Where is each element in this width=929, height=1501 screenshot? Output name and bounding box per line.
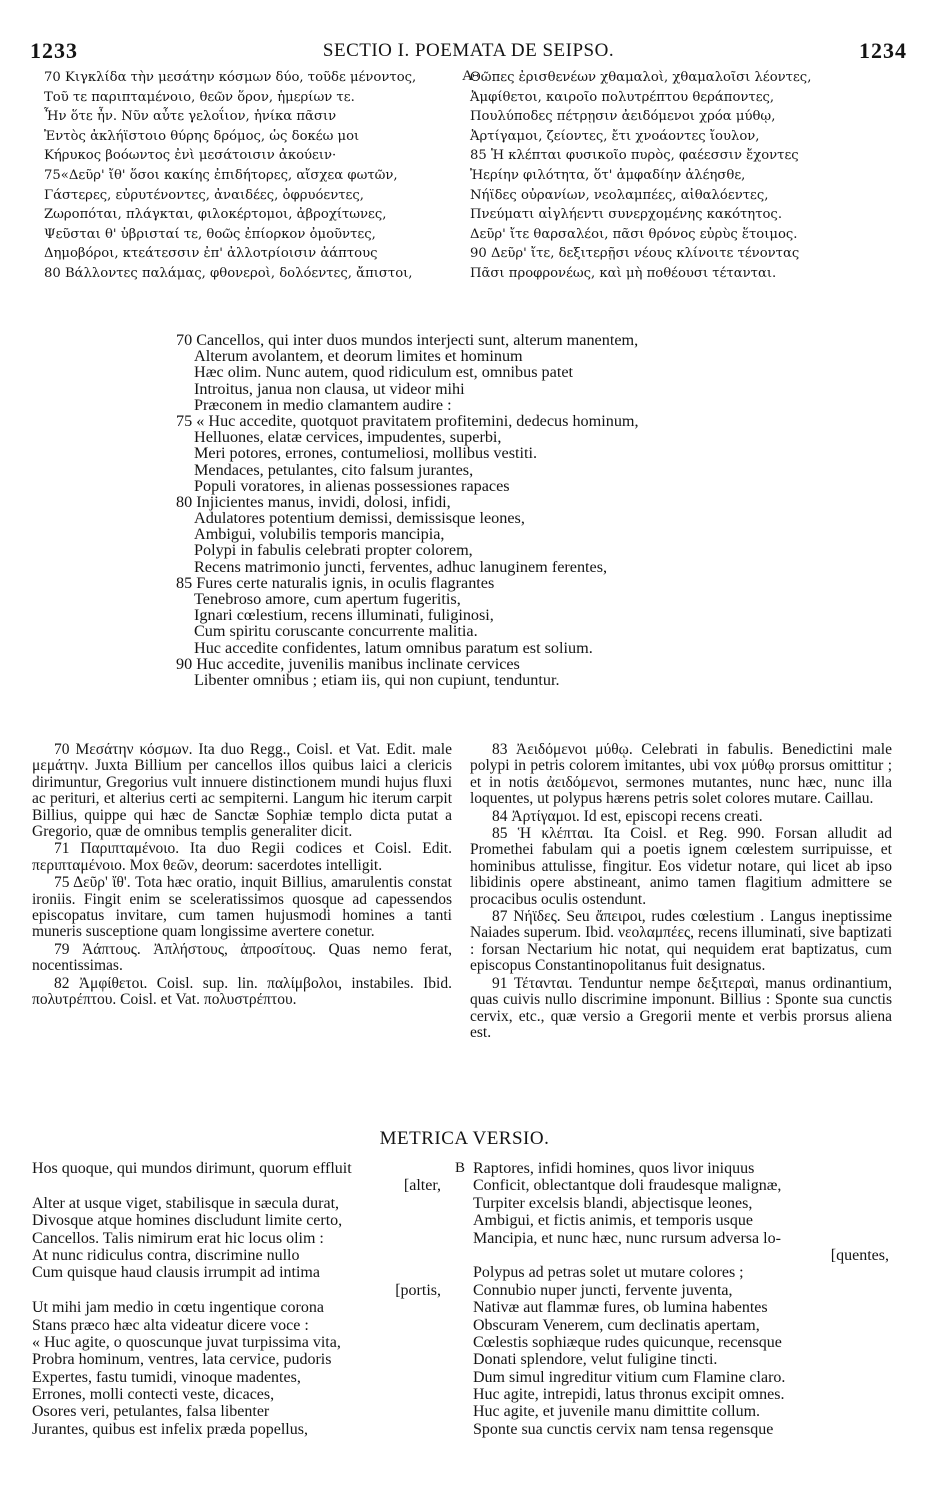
translation-line: Meri potores, errones, contumeliosi, mollibus vestiti. — [194, 444, 538, 463]
metric-verse-line: Ut mihi jam medio in cœtu ingentique corona — [32, 1299, 324, 1317]
translation-line: Præconem in medio clamantem audire : — [194, 395, 452, 414]
metric-verse-line: Turpiter excelsis blandi, abjectisque leones, — [473, 1194, 753, 1212]
metric-verse-line: [quentes, — [830, 1246, 889, 1264]
greek-verse-line: Πνεύματι αἰγλήεντι συνερχομένης κακότητος. — [470, 207, 783, 223]
translation-line: Alterum avolantem, et deorum limites et hominum — [194, 347, 523, 366]
notes-right-column — [470, 742, 892, 1041]
translation-line: 90 Huc accedite, juvenilis manibus inclinate cervices — [176, 654, 520, 673]
translation-line: Polypi in fabulis celebrati propter colorem, — [194, 541, 473, 560]
greek-verse-line: 85 Ἡ κλέπται φυσικοῖο πυρὸς, φαέεσσιν ἔχοντες — [470, 148, 799, 164]
metric-verse-line: Cancellos. Talis nimirum erat hic locus olim : — [32, 1229, 324, 1247]
metric-verse-line: Hos quoque, qui mundos dirimunt, quorum effluit — [32, 1160, 352, 1177]
metric-verse-line: Sponte sua cunctis cervix nam tensa regensque — [473, 1420, 774, 1438]
translation-line: Libenter omnibus ; etiam iis, qui non cupiunt, tenduntur. — [194, 670, 560, 689]
metric-verse-line: Jurantes, quibus est infelix præda popellus, — [32, 1420, 308, 1438]
footnote-paragraph: 91 Τέτανται. Tenduntur nempe δεξιτεραὶ, manus ordinantium, quas cuivis nullo discrimine imponunt. Billius : Sponte sua cunctis cervix, etc., quæ versio a Gregorii mente et verbis prorsus aliena est. — [470, 974, 892, 1041]
metric-verse-line: Conficit, oblectantque doli fraudesque malignæ, — [473, 1177, 782, 1195]
footnote-paragraph: 84 Ἀρτίγαμοι. Id est, episcopi recens creati. — [492, 807, 763, 825]
greek-verse-line: Δεῦρ' ἴτε θαρσαλέοι, πᾶσι θρόνος εὐρὺς ἕτοιμος. — [470, 226, 798, 242]
translation-line: Recens matrimonio juncti, ferventes, adhuc lanuginem ferentes, — [194, 557, 608, 576]
greek-verse-line: Ἐντὸς ἀκλήϊστοιο θύρης δρόμος, ὡς δοκέω μοι — [44, 128, 360, 144]
translation-line: Huc accedite confidentes, latum omnibus paratum est solium. — [194, 638, 593, 657]
greek-verse-line: Κήρυκος βοόωντος ἐνὶ μεσάτοισιν ἀκούειν· — [44, 148, 337, 164]
metric-verse-line: At nunc ridiculus contra, discrimine nullo — [32, 1246, 300, 1264]
greek-text-left-column — [44, 68, 464, 284]
metric-version-right-column — [473, 1160, 895, 1438]
metric-verse-line: Divosque atque homines discludunt limite certo, — [32, 1212, 343, 1230]
translation-line: 75 « Huc accedite, quotquot pravitatem profitemini, dedecus hominum, — [176, 411, 639, 430]
footnote-paragraph: 83 Ἀειδόμενοι μύθῳ. Celebrati in fabulis. Benedictini male polypi in petris colorem imitantes, ubi vox μύθῳ prorsus omittitur ; et in notis ἀειδόμενοι, sermones mutantes, nunc hæc, nunc illa loquentes, ut polypus hærens petris solet colores mutare. Caillau. — [470, 741, 892, 808]
greek-verse-line: Ἦν ὅτε ἦν. Νῦν αὖτε γελοΐιον, ἡνίκα πᾶσιν — [44, 109, 337, 125]
footnote-paragraph: 82 Ἀμφίθετοι. Coisl. sup. lin. παλίμβολοι, instabiles. Ibid. πολυτρέπτου. Coisl. et Vat. πολυστρέπτου. — [32, 974, 452, 1009]
greek-verse-line: 70 Κιγκλίδα τὴν μεσάτην κόσμων δύο, τοῦδε μένοντος, — [44, 70, 417, 85]
metric-verse-line: Expertes, fastu tumidi, vinoque madentes, — [32, 1368, 301, 1386]
greek-verse-line: 75«Δεῦρ' ἴθ' ὅσοι κακίης ἐπιδήτορες, αἴσχεα φωτῶν, — [44, 167, 398, 183]
metric-verse-line: Stans præco hæc alta videatur dicere voce : — [32, 1316, 309, 1334]
running-title: SECTIO I. POEMATA DE SEIPSO. — [322, 40, 615, 61]
metric-verse-line: Osores veri, petulantes, falsa libenter — [32, 1403, 270, 1421]
translation-line: Adulatores potentium demissi, demissisque leones, — [194, 509, 525, 528]
column-number-left: 1233 — [30, 38, 78, 63]
notes-left-column — [32, 742, 452, 1009]
translation-line: Helluones, elatæ cervices, impudentes, superbi, — [194, 428, 502, 447]
greek-verse-line: 80 Βάλλοντες παλάμας, φθονεροὶ, δολόεντες, ἄπιστοι, — [44, 265, 413, 281]
footnote-paragraph: 75 Δεῦρ' ἴθ'. Tota hæc oratio, inquit Billius, amarulentis constat ironiis. Fingit enim se sceleratissimos quosque ad capessendos episcopatus invitare, cum tamen hujusmodi homines a tanti muneris susceptione quam longissime avertere conetur. — [32, 874, 452, 941]
greek-verse-line: Πᾶσι προφρονέως, καὶ μὴ ποθέουσι τέτανται. — [470, 265, 777, 281]
greek-verse-line: Ψεῦσται θ' ὑβρισταί τε, θοῶς ἐπίορκον ὀμοῦντες, — [44, 226, 376, 242]
greek-verse-line: Θῶπες ἐρισθενέων χθαμαλοὶ, χθαμαλοῖσι λέοντες, — [470, 70, 812, 85]
greek-verse-line: Ἠερίην φιλότητα, ὅτ' ἀμφαδίην ἀλέησθε, — [470, 167, 746, 183]
metric-verse-line: Huc agite, et juvenile manu dimittite collum. — [473, 1403, 761, 1421]
greek-text-right-column — [470, 68, 890, 284]
metric-verse-line: Ambigui, et fictis animis, et temporis usque — [473, 1212, 753, 1230]
metric-verse-line: Nativæ aut flammæ fures, ob lumina habentes — [473, 1299, 768, 1317]
translation-line: 80 Injicientes manus, invidi, dolosi, infidi, — [176, 492, 451, 511]
metric-verse-line: Dum simul ingreditur vitium cum Flamine claro. — [473, 1368, 786, 1386]
footnote-paragraph: 70 Μεσάτην κόσμων. Ita duo Regg., Coisl. et Vat. Edit. male μεμάτην. Juxta Billium per cancellos illos quibus laici a clericis dirimuntur, Gregorius vult innuere distinctionem mundi hujus fluxi ac perituri, et alterius certi ac sempiterni. Langum hic iterum carpit Billius, quippe qui hæc de Sanctæ Sophiæ templo dicta putat a Gregorio, quæ de omnibus templis generaliter dicit. — [32, 741, 452, 841]
translation-line: Ambigui, volubilis temporis mancipia, — [194, 525, 445, 544]
metric-verse-line: Cum quisque haud clausis irrumpit ad intima — [32, 1264, 320, 1282]
translation-line: 70 Cancellos, qui inter duos mundos interjecti sunt, alterum manentem, — [176, 331, 639, 349]
greek-verse-line: Δημοβόροι, κτεάτεσσιν ἐπ' ἀλλοτρίοισιν ἀάπτους — [44, 246, 378, 262]
metric-verse-line: Obscuram Venerem, cum declinatis apertam, — [473, 1316, 760, 1334]
metric-verse-line: Huc agite, intrepidi, latus thronus excipit omnes. — [473, 1386, 785, 1404]
translation-line: Hæc olim. Nunc autem, quod ridiculum est, omnibus patet — [194, 363, 573, 382]
metric-verse-line: Polypus ad petras solet ut mutare colores ; — [473, 1264, 744, 1282]
metric-verse-line: Errones, molli contecti veste, dicaces, — [32, 1386, 275, 1404]
page-header — [30, 38, 907, 64]
greek-verse-line: 90 Δεῦρ' ἴτε, δεξιτερῇσι νέους κλίνοιτε τένοντας — [470, 246, 800, 262]
metric-version-left-column — [32, 1160, 447, 1438]
metric-verse-line: Mancipia, et nunc hæc, nunc rursum adversa lo- — [473, 1229, 781, 1247]
translation-line: Cum spiritu coruscante concurrente malitia. — [194, 622, 478, 641]
translation-line: Ignari cœlestium, recens illuminati, fuliginosi, — [194, 606, 494, 625]
footnote-paragraph: 71 Παριπταμένοιο. Ita duo Regii codices et Coisl. Edit. περιπταμένοιο. Mox θεῶν, deorum: sacerdotes intelligit. — [32, 840, 452, 874]
column-marker-b: B — [455, 1160, 466, 1176]
footnote-paragraph: 85 Ἡ κλέπται. Ita Coisl. et Reg. 990. Forsan alludit ad Promethei fabulam qui a poetis ignem cœlestem surripuisse, et hominibus attulisse, fingitur. Eos videtur notare, qui licet ab ipso libidinis opere abstineant, animo tamen flagitium admittere se procacibus oculis ostendunt. — [470, 825, 892, 908]
column-marker-a: A — [462, 68, 473, 84]
translation-line: Populi voratores, in alienas possessiones rapaces — [194, 476, 510, 495]
translation-line: 85 Fures certe naturalis ignis, in oculis flagrantes — [176, 573, 495, 592]
greek-verse-line: Ἀρτίγαμοι, ζείοντες, ἔτι χνοάοντες ἴουλον, — [470, 128, 760, 144]
greek-verse-line: Τοῦ τε παριπταμένοιο, θεῶν ὅρον, ἡμερίων τε. — [44, 89, 355, 105]
greek-verse-line: Γάστερες, εὐρυτένοντες, ἀναιδέες, ὀφρυόεντες, — [44, 187, 364, 203]
footnote-paragraph: 87 Νήϊδες. Seu ἄπειροι, rudes cœlestium . Langus ineptissime Naiades superum. Ibid. νεολαμπέες, recens illuminati, sive baptizati : forsan Nectarium hic notat, qui nequidem erat baptizatus, cum episcopus Constantinopolitanus fuit designatus. — [470, 908, 892, 975]
translation-line: Introitus, janua non clausa, ut videor mihi — [194, 379, 465, 398]
metric-verse-line: Alter at usque viget, stabilisque in sæcula durat, — [32, 1194, 340, 1212]
greek-verse-line: Νήϊδες οὐρανίων, νεολαμπέες, αἰθαλόεντες, — [470, 187, 769, 203]
latin-translation — [176, 332, 896, 688]
metric-verse-line: Connubio nuper juncti, fervente juventa, — [473, 1281, 733, 1299]
metric-verse-line: Cœlestis sophiæque rudes quicunque, recensque — [473, 1333, 782, 1351]
metric-verse-line: Donati splendore, velut fuligine tincti. — [473, 1351, 718, 1369]
footnote-paragraph: 79 Ἀάπτους. Ἀπλήστους, ἀπροσίτους. Quas nemo ferat, nocentissimas. — [32, 940, 452, 975]
translation-line: Tenebroso amore, cum apertum fugeritis, — [194, 590, 461, 608]
greek-verse-line: Πουλύποδες πέτρῃσιν ἀειδόμενοι χρόα μύθῳ, — [470, 109, 776, 125]
metric-verse-line: [alter, — [403, 1177, 441, 1195]
metric-verse-line: [portis, — [395, 1281, 441, 1299]
translation-line: Mendaces, petulantes, cito falsum jurantes, — [194, 460, 474, 479]
section-title: METRICA VERSIO. — [379, 1128, 550, 1149]
metric-verse-line: Raptores, infidi homines, quos livor iniquus — [473, 1160, 755, 1177]
greek-verse-line: Ἀμφίθετοι, καιροῖο πολυτρέπτου θεράποντες, — [470, 89, 775, 105]
column-number-right: 1234 — [859, 38, 907, 63]
greek-verse-line: Ζωροπόται, πλάγκται, φιλοκέρτομοι, ἀβροχίτωνες, — [44, 207, 387, 223]
metric-verse-line: Probra hominum, ventres, lata cervice, pudoris — [32, 1351, 332, 1369]
metric-verse-line: « Huc agite, o quoscunque juvat turpissima vita, — [32, 1333, 341, 1351]
